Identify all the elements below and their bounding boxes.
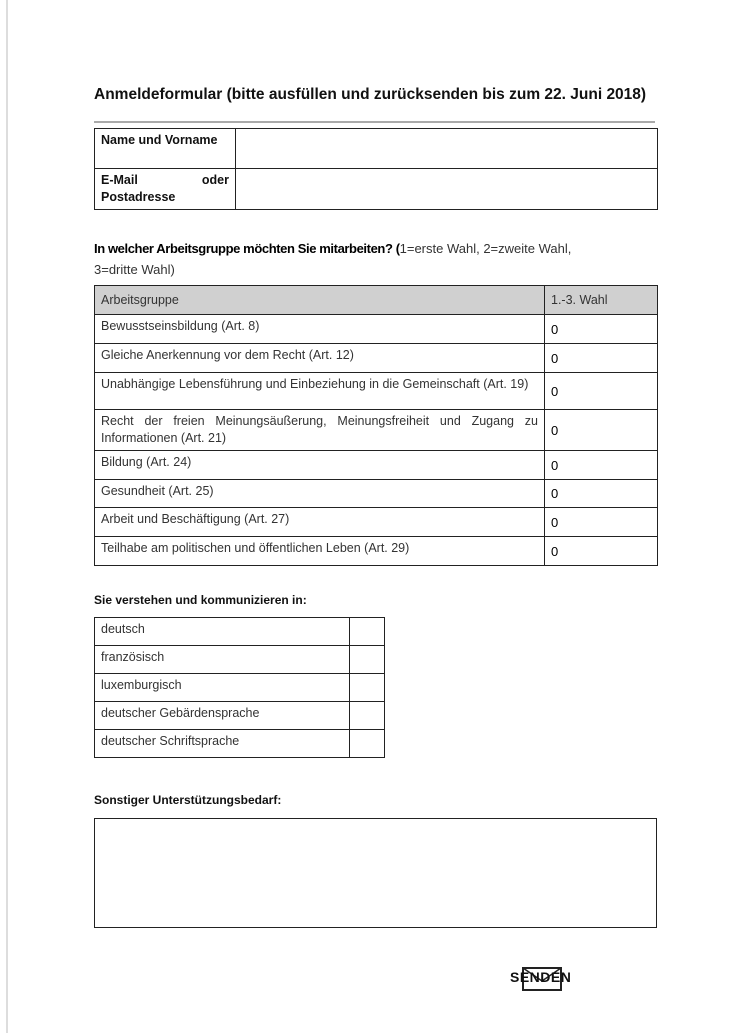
send-label: SENDEN	[510, 969, 572, 985]
name-label: Name und Vorname	[95, 129, 236, 169]
language-row	[95, 618, 385, 646]
page-edge	[6, 0, 8, 1033]
group-choice-field[interactable]: 0	[545, 373, 658, 410]
group-name: Recht der freien Meinungsäußerung, Meinungsfreiheit und Zugang zu Informationen (Art. 21)	[95, 410, 545, 451]
language-checkbox[interactable]	[350, 674, 385, 702]
language-label: deutscher Gebärdensprache	[95, 702, 350, 730]
group-row	[95, 480, 658, 508]
group-name: Teilhabe am politischen und öffentlichen Leben (Art. 29)	[95, 537, 545, 566]
question-rest: 1=erste Wahl, 2=zweite Wahl, 3=dritte Wahl)	[94, 241, 572, 277]
language-row	[95, 646, 385, 674]
personal-table	[94, 128, 658, 210]
group-name: Unabhängige Lebensführung und Einbeziehung in die Gemeinschaft (Art. 19)	[95, 373, 545, 410]
question-bold: In welcher Arbeitsgruppe möchten Sie mitarbeiten? (	[94, 241, 400, 256]
language-label: französisch	[95, 646, 350, 674]
group-row	[95, 537, 658, 566]
divider	[94, 121, 655, 123]
language-checkbox[interactable]	[350, 730, 385, 758]
languages-heading: Sie verstehen und kommunizieren in:	[94, 593, 307, 607]
groups-table	[94, 285, 658, 566]
language-label: deutsch	[95, 618, 350, 646]
group-question	[94, 238, 614, 280]
language-row	[95, 702, 385, 730]
group-choice-field[interactable]: 0	[545, 451, 658, 480]
group-row	[95, 410, 658, 451]
name-field[interactable]	[236, 129, 658, 169]
group-choice-field[interactable]: 0	[545, 410, 658, 451]
group-name: Arbeit und Beschäftigung (Art. 27)	[95, 508, 545, 537]
contact-field[interactable]	[236, 169, 658, 210]
language-label: deutscher Schriftsprache	[95, 730, 350, 758]
group-row	[95, 344, 658, 373]
group-choice-field[interactable]: 0	[545, 537, 658, 566]
group-choice-field[interactable]: 0	[545, 508, 658, 537]
group-row	[95, 451, 658, 480]
group-row	[95, 508, 658, 537]
language-label: luxemburgisch	[95, 674, 350, 702]
group-choice-field[interactable]: 0	[545, 344, 658, 373]
group-name: Gleiche Anerkennung vor dem Recht (Art. 12)	[95, 344, 545, 373]
contact-label-3: Postadresse	[101, 190, 176, 204]
send-button[interactable]	[510, 966, 574, 992]
groups-header-name: Arbeitsgruppe	[95, 286, 545, 315]
groups-header-choice: 1.-3. Wahl	[545, 286, 658, 315]
languages-table	[94, 617, 385, 758]
form-title: Anmeldeformular (bitte ausfüllen und zurücksenden bis zum 22. Juni 2018)	[94, 86, 647, 103]
support-field[interactable]	[94, 818, 657, 928]
group-name: Gesundheit (Art. 25)	[95, 480, 545, 508]
language-checkbox[interactable]	[350, 646, 385, 674]
group-name: Bildung (Art. 24)	[95, 451, 545, 480]
group-row	[95, 373, 658, 410]
language-row	[95, 674, 385, 702]
contact-label-1: E-Mail	[101, 173, 138, 187]
group-row	[95, 315, 658, 344]
contact-label-2: oder	[201, 173, 229, 187]
language-checkbox[interactable]	[350, 702, 385, 730]
language-checkbox[interactable]	[350, 618, 385, 646]
contact-label	[95, 169, 236, 210]
group-name: Bewusstseinsbildung (Art. 8)	[95, 315, 545, 344]
support-heading: Sonstiger Unterstützungsbedarf:	[94, 793, 282, 807]
language-row	[95, 730, 385, 758]
group-choice-field[interactable]: 0	[545, 315, 658, 344]
group-choice-field[interactable]: 0	[545, 480, 658, 508]
